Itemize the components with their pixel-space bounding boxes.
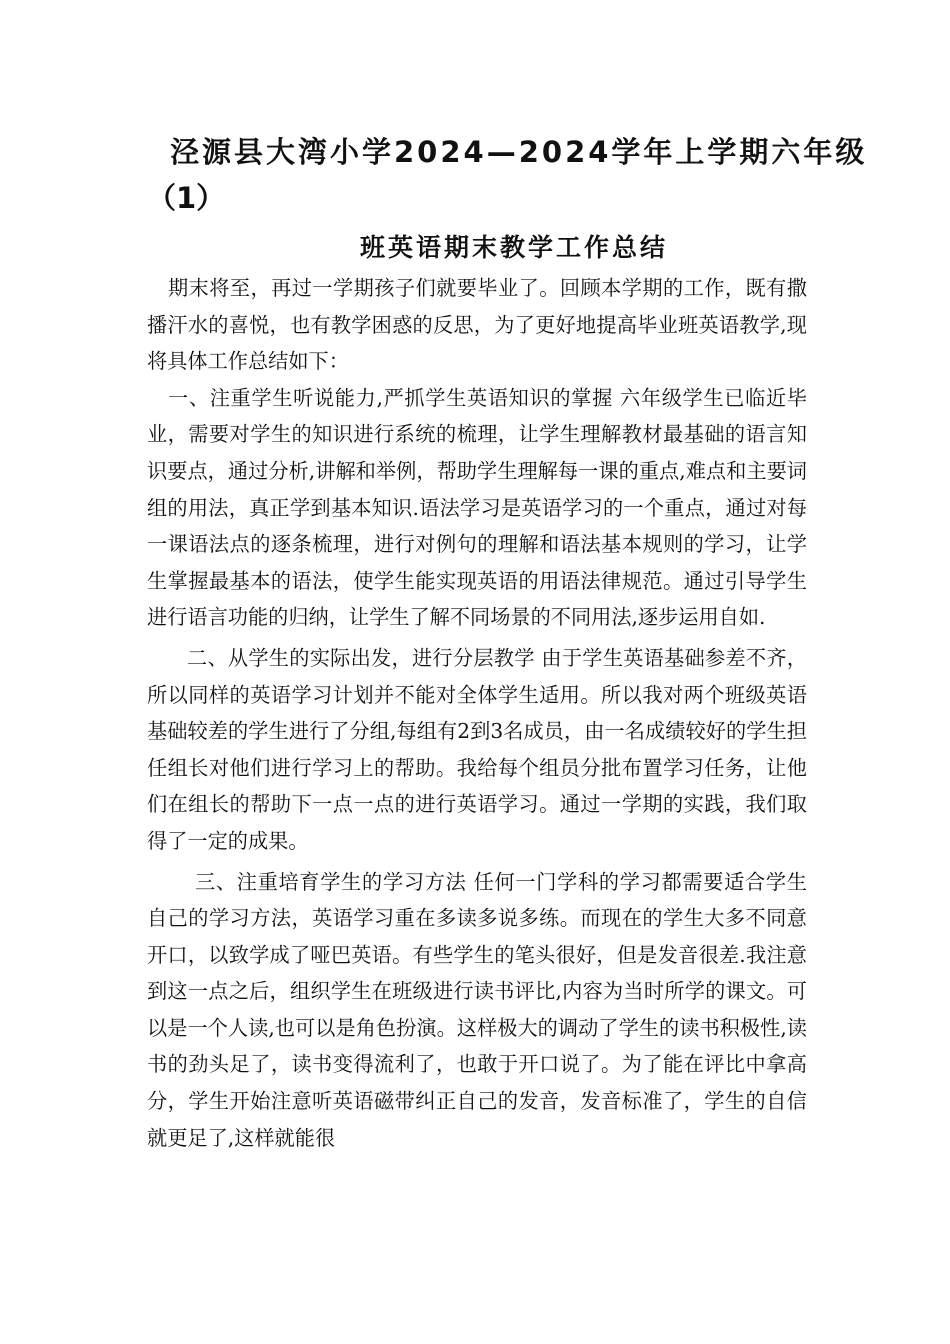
document-title-line-2: （1）	[147, 181, 226, 215]
document-subtitle: 班英语期末教学工作总结	[360, 233, 669, 262]
document-body	[147, 270, 807, 1156]
paragraph-intro: 期末将至，再过一学期孩子们就要毕业了。回顾本学期的工作，既有撒播汗水的喜悦，也有教学困惑的反思，为了更好地提高毕业班英语教学,现将具体工作总结如下：	[147, 276, 807, 374]
paragraph-section-3: 三、注重培育学生的学习方法 任何一门学科的学习都需要适合学生自己的学习方法，英语学习重在多读多说多练。而现在的学生大多不同意开口，以致学成了哑巴英语。有些学生的笔头很好，但是发音很差.我注意到这一点之后，组织学生在班级进行读书评比,内容为当时所学的课文。可以是一个人读,也可以是角色扮演。这样极大的调动了学生的读书积极性,读书的劲头足了，读书变得流利了，也敢于开口说了。为了能在评比中拿高分，学生开始注意听英语磁带纠正自己的发音，发音标准了，学生的自信就更足了,这样就能很	[147, 869, 807, 1150]
paragraph-section-1: 一、注重学生听说能力,严抓学生英语知识的掌握 六年级学生已临近毕业，需要对学生的知识进行系统的梳理，让学生理解教材最基础的语言知识要点，通过分析,讲解和举例，帮助学生理解每一课的重点,难点和主要词组的用法，真正学到基本知识.语法学习是英语学习的一个重点，通过对每一课语法点的逐条梳理，进行对例句的理解和语法基本规则的学习，让学生掌握最基本的语法，使学生能实现英语的用语法律规范。通过引导学生进行语言功能的归纳，让学生了解不同场景的不同用法,逐步运用自如.	[147, 385, 807, 630]
paragraph-section-2: 二、从学生的实际出发，进行分层教学 由于学生英语基础参差不齐，所以同样的英语学习计划并不能对全体学生适用。所以我对两个班级英语基础较差的学生进行了分组,每组有2到3名成员，由一名成绩较好的学生担任组长对他们进行学习上的帮助。我给每个组员分批布置学习任务，让他们在组长的帮助下一点一点的进行英语学习。通过一学期的实践，我们取得了一定的成果。	[147, 645, 807, 853]
document-title-line-1: 泾源县大湾小学2024—2024学年上学期六年级	[170, 135, 868, 169]
